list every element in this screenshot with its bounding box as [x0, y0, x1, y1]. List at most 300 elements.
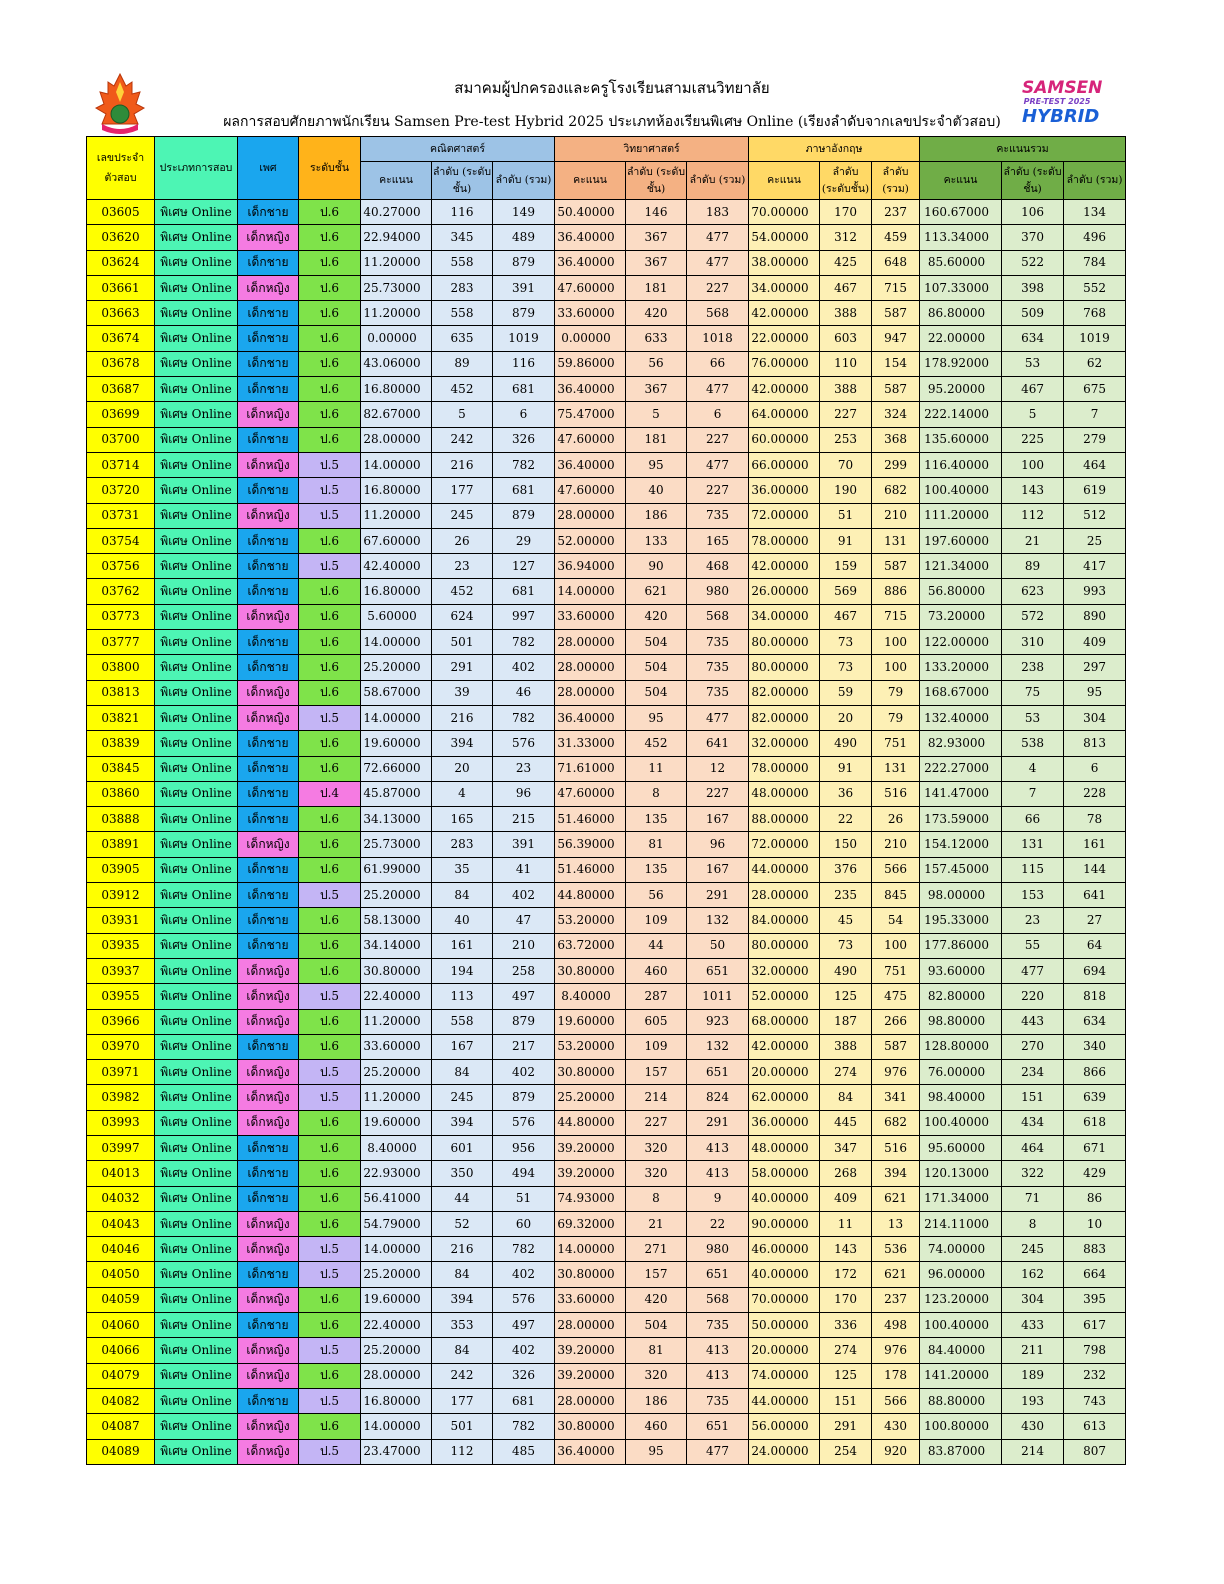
total-score-cell: 98.80000 [920, 1009, 1002, 1034]
eng-rank-all-cell: 131 [872, 756, 920, 781]
math-score-cell: 58.13000 [361, 908, 432, 933]
exam-id-cell: 03700 [87, 427, 155, 452]
table-row [87, 1388, 1126, 1413]
level-cell: ป.6 [299, 326, 361, 351]
results-body [87, 200, 1126, 1465]
sci-score-cell: 33.60000 [555, 301, 626, 326]
eng-rank-all-cell: 947 [872, 326, 920, 351]
exam-type-cell: พิเศษ Online [155, 1009, 238, 1034]
math-rank-level-cell: 177 [432, 478, 493, 503]
total-rank-level-cell: 225 [1002, 427, 1064, 452]
eng-rank-level-cell: 73 [820, 655, 872, 680]
sci-rank-level-cell: 504 [626, 630, 687, 655]
level-cell: ป.5 [299, 705, 361, 730]
math-rank-level-cell: 20 [432, 756, 493, 781]
math-rank-all-cell: 210 [493, 933, 555, 958]
math-rank-level-cell: 291 [432, 655, 493, 680]
eng-rank-all-cell: 976 [872, 1060, 920, 1085]
total-rank-all-cell: 7 [1064, 402, 1126, 427]
math-rank-all-cell: 402 [493, 883, 555, 908]
eng-rank-level-cell: 170 [820, 1287, 872, 1312]
exam-id-cell: 04066 [87, 1338, 155, 1363]
eng-rank-level-cell: 110 [820, 351, 872, 376]
math-rank-all-cell: 494 [493, 1161, 555, 1186]
math-rank-all-cell: 497 [493, 1313, 555, 1338]
math-score-cell: 11.20000 [361, 301, 432, 326]
math-rank-all-cell: 576 [493, 1110, 555, 1135]
subheader-sci-score: คะแนน [555, 162, 626, 200]
sex-cell: เด็กชาย [238, 731, 299, 756]
sex-cell: เด็กชาย [238, 883, 299, 908]
exam-type-cell: พิเศษ Online [155, 1237, 238, 1262]
table-row [87, 1085, 1126, 1110]
exam-id-cell: 03720 [87, 478, 155, 503]
total-rank-level-cell: 238 [1002, 655, 1064, 680]
sci-rank-all-cell: 227 [687, 427, 749, 452]
math-score-cell: 61.99000 [361, 857, 432, 882]
math-rank-all-cell: 879 [493, 1085, 555, 1110]
sex-cell: เด็กหญิง [238, 1363, 299, 1388]
sci-rank-all-cell: 735 [687, 655, 749, 680]
exam-type-cell: พิเศษ Online [155, 301, 238, 326]
sex-cell: เด็กชาย [238, 1262, 299, 1287]
header-sex: เพศ [238, 137, 299, 200]
level-cell: ป.6 [299, 958, 361, 983]
eng-rank-all-cell: 587 [872, 554, 920, 579]
sci-score-cell: 28.00000 [555, 630, 626, 655]
sex-cell: เด็กหญิง [238, 604, 299, 629]
math-score-cell: 42.40000 [361, 554, 432, 579]
eng-rank-all-cell: 498 [872, 1313, 920, 1338]
sci-rank-level-cell: 227 [626, 1110, 687, 1135]
eng-rank-level-cell: 73 [820, 933, 872, 958]
total-rank-all-cell: 664 [1064, 1262, 1126, 1287]
exam-id-cell: 03982 [87, 1085, 155, 1110]
eng-score-cell: 56.00000 [749, 1414, 820, 1439]
sci-score-cell: 47.60000 [555, 275, 626, 300]
math-score-cell: 11.20000 [361, 503, 432, 528]
eng-rank-level-cell: 91 [820, 756, 872, 781]
math-score-cell: 14.00000 [361, 705, 432, 730]
sci-rank-level-cell: 621 [626, 579, 687, 604]
table-row [87, 1313, 1126, 1338]
total-rank-level-cell: 55 [1002, 933, 1064, 958]
exam-type-cell: พิเศษ Online [155, 680, 238, 705]
math-rank-level-cell: 394 [432, 1110, 493, 1135]
sci-score-cell: 52.00000 [555, 528, 626, 553]
sci-score-cell: 14.00000 [555, 1237, 626, 1262]
table-row [87, 832, 1126, 857]
total-rank-all-cell: 496 [1064, 225, 1126, 250]
total-rank-level-cell: 71 [1002, 1186, 1064, 1211]
math-score-cell: 22.40000 [361, 984, 432, 1009]
exam-type-cell: พิเศษ Online [155, 1110, 238, 1135]
eng-rank-all-cell: 536 [872, 1237, 920, 1262]
total-rank-all-cell: 340 [1064, 1034, 1126, 1059]
total-rank-level-cell: 8 [1002, 1211, 1064, 1236]
math-rank-level-cell: 452 [432, 579, 493, 604]
eng-rank-level-cell: 569 [820, 579, 872, 604]
eng-rank-all-cell: 237 [872, 1287, 920, 1312]
exam-id-cell: 03935 [87, 933, 155, 958]
sci-rank-all-cell: 568 [687, 301, 749, 326]
sci-rank-level-cell: 504 [626, 655, 687, 680]
sci-score-cell: 36.94000 [555, 554, 626, 579]
sci-rank-all-cell: 651 [687, 958, 749, 983]
level-cell: ป.5 [299, 554, 361, 579]
total-score-cell: 222.14000 [920, 402, 1002, 427]
sex-cell: เด็กหญิง [238, 984, 299, 1009]
total-score-cell: 195.33000 [920, 908, 1002, 933]
math-rank-all-cell: 402 [493, 1060, 555, 1085]
level-cell: ป.6 [299, 1135, 361, 1160]
math-rank-all-cell: 782 [493, 630, 555, 655]
table-row [87, 326, 1126, 351]
math-rank-all-cell: 879 [493, 1009, 555, 1034]
total-score-cell: 177.86000 [920, 933, 1002, 958]
sex-cell: เด็กชาย [238, 1161, 299, 1186]
sci-rank-level-cell: 420 [626, 301, 687, 326]
table-row [87, 1110, 1126, 1135]
level-cell: ป.6 [299, 655, 361, 680]
eng-rank-all-cell: 178 [872, 1363, 920, 1388]
eng-rank-all-cell: 341 [872, 1085, 920, 1110]
total-rank-all-cell: 297 [1064, 655, 1126, 680]
math-rank-all-cell: 127 [493, 554, 555, 579]
sci-rank-level-cell: 320 [626, 1135, 687, 1160]
math-score-cell: 25.73000 [361, 275, 432, 300]
total-rank-all-cell: 671 [1064, 1135, 1126, 1160]
total-score-cell: 160.67000 [920, 200, 1002, 225]
exam-type-cell: พิเศษ Online [155, 200, 238, 225]
eng-rank-all-cell: 516 [872, 781, 920, 806]
sci-score-cell: 36.40000 [555, 452, 626, 477]
sci-rank-all-cell: 413 [687, 1161, 749, 1186]
total-rank-level-cell: 66 [1002, 807, 1064, 832]
exam-id-cell: 03714 [87, 452, 155, 477]
eng-score-cell: 36.00000 [749, 478, 820, 503]
math-score-cell: 14.00000 [361, 630, 432, 655]
math-rank-all-cell: 46 [493, 680, 555, 705]
level-cell: ป.6 [299, 528, 361, 553]
table-row [87, 984, 1126, 1009]
subheader-sci-rank-level: ลำดับ (ระดับชั้น) [626, 162, 687, 200]
sci-rank-all-cell: 477 [687, 225, 749, 250]
eng-score-cell: 82.00000 [749, 705, 820, 730]
sex-cell: เด็กชาย [238, 756, 299, 781]
table-row [87, 427, 1126, 452]
exam-id-cell: 03674 [87, 326, 155, 351]
subheader-total-rank-all: ลำดับ (รวม) [1064, 162, 1126, 200]
sex-cell: เด็กชาย [238, 1313, 299, 1338]
total-rank-all-cell: 512 [1064, 503, 1126, 528]
sex-cell: เด็กหญิง [238, 832, 299, 857]
sci-score-cell: 51.46000 [555, 857, 626, 882]
exam-type-cell: พิเศษ Online [155, 1060, 238, 1085]
eng-score-cell: 78.00000 [749, 528, 820, 553]
sci-rank-level-cell: 90 [626, 554, 687, 579]
total-score-cell: 128.80000 [920, 1034, 1002, 1059]
math-rank-level-cell: 394 [432, 1287, 493, 1312]
eng-rank-level-cell: 172 [820, 1262, 872, 1287]
exam-id-cell: 04079 [87, 1363, 155, 1388]
total-score-cell: 98.00000 [920, 883, 1002, 908]
sex-cell: เด็กหญิง [238, 1287, 299, 1312]
math-score-cell: 67.60000 [361, 528, 432, 553]
sex-cell: เด็กชาย [238, 351, 299, 376]
subheader-total-rank-level: ลำดับ (ระดับชั้น) [1002, 162, 1064, 200]
eng-score-cell: 64.00000 [749, 402, 820, 427]
sex-cell: เด็กชาย [238, 655, 299, 680]
total-rank-level-cell: 220 [1002, 984, 1064, 1009]
exam-id-cell: 04043 [87, 1211, 155, 1236]
eng-score-cell: 76.00000 [749, 351, 820, 376]
math-rank-all-cell: 681 [493, 579, 555, 604]
math-rank-level-cell: 116 [432, 200, 493, 225]
eng-rank-all-cell: 566 [872, 1388, 920, 1413]
eng-rank-all-cell: 751 [872, 731, 920, 756]
math-rank-level-cell: 452 [432, 377, 493, 402]
eng-rank-level-cell: 150 [820, 832, 872, 857]
exam-id-cell: 03891 [87, 832, 155, 857]
sex-cell: เด็กชาย [238, 528, 299, 553]
exam-id-cell: 03912 [87, 883, 155, 908]
level-cell: ป.5 [299, 1262, 361, 1287]
sci-rank-level-cell: 367 [626, 377, 687, 402]
sci-rank-level-cell: 81 [626, 1338, 687, 1363]
sci-score-cell: 39.20000 [555, 1363, 626, 1388]
table-row [87, 680, 1126, 705]
math-score-cell: 23.47000 [361, 1439, 432, 1464]
math-rank-level-cell: 5 [432, 402, 493, 427]
total-score-cell: 56.80000 [920, 579, 1002, 604]
exam-type-cell: พิเศษ Online [155, 1287, 238, 1312]
table-row [87, 1161, 1126, 1186]
sci-rank-all-cell: 50 [687, 933, 749, 958]
eng-rank-level-cell: 11 [820, 1211, 872, 1236]
total-rank-level-cell: 304 [1002, 1287, 1064, 1312]
sci-score-cell: 30.80000 [555, 958, 626, 983]
sex-cell: เด็กหญิง [238, 958, 299, 983]
total-rank-all-cell: 694 [1064, 958, 1126, 983]
total-rank-level-cell: 131 [1002, 832, 1064, 857]
eng-rank-level-cell: 409 [820, 1186, 872, 1211]
eng-rank-level-cell: 388 [820, 377, 872, 402]
table-row [87, 301, 1126, 326]
eng-score-cell: 32.00000 [749, 731, 820, 756]
math-rank-all-cell: 391 [493, 832, 555, 857]
eng-score-cell: 42.00000 [749, 1034, 820, 1059]
level-cell: ป.6 [299, 301, 361, 326]
exam-type-cell: พิเศษ Online [155, 579, 238, 604]
sci-score-cell: 39.20000 [555, 1338, 626, 1363]
total-score-cell: 83.87000 [920, 1439, 1002, 1464]
sci-rank-level-cell: 214 [626, 1085, 687, 1110]
sci-rank-all-cell: 651 [687, 1414, 749, 1439]
exam-id-cell: 03971 [87, 1060, 155, 1085]
eng-rank-all-cell: 587 [872, 1034, 920, 1059]
eng-score-cell: 48.00000 [749, 781, 820, 806]
level-cell: ป.6 [299, 1161, 361, 1186]
eng-rank-all-cell: 920 [872, 1439, 920, 1464]
exam-id-cell: 04050 [87, 1262, 155, 1287]
sci-score-cell: 33.60000 [555, 1287, 626, 1312]
level-cell: ป.6 [299, 680, 361, 705]
total-score-cell: 93.60000 [920, 958, 1002, 983]
sex-cell: เด็กหญิง [238, 1439, 299, 1464]
sex-cell: เด็กชาย [238, 1388, 299, 1413]
eng-rank-level-cell: 36 [820, 781, 872, 806]
exam-type-cell: พิเศษ Online [155, 1414, 238, 1439]
sci-score-cell: 28.00000 [555, 655, 626, 680]
math-rank-level-cell: 283 [432, 832, 493, 857]
exam-id-cell: 03756 [87, 554, 155, 579]
exam-id-cell: 04046 [87, 1237, 155, 1262]
eng-rank-level-cell: 388 [820, 301, 872, 326]
total-rank-all-cell: 64 [1064, 933, 1126, 958]
sci-rank-all-cell: 132 [687, 908, 749, 933]
exam-type-cell: พิเศษ Online [155, 1211, 238, 1236]
math-rank-level-cell: 84 [432, 1262, 493, 1287]
total-rank-all-cell: 10 [1064, 1211, 1126, 1236]
eng-rank-level-cell: 187 [820, 1009, 872, 1034]
total-rank-level-cell: 477 [1002, 958, 1064, 983]
total-score-cell: 96.00000 [920, 1262, 1002, 1287]
sci-score-cell: 71.61000 [555, 756, 626, 781]
total-rank-all-cell: 228 [1064, 781, 1126, 806]
total-score-cell: 111.20000 [920, 503, 1002, 528]
eng-rank-all-cell: 324 [872, 402, 920, 427]
math-rank-all-cell: 41 [493, 857, 555, 882]
math-score-cell: 28.00000 [361, 1363, 432, 1388]
math-rank-level-cell: 242 [432, 1363, 493, 1388]
eng-rank-level-cell: 467 [820, 275, 872, 300]
sci-rank-all-cell: 1018 [687, 326, 749, 351]
sci-rank-all-cell: 165 [687, 528, 749, 553]
sex-cell: เด็กชาย [238, 326, 299, 351]
eng-rank-level-cell: 490 [820, 731, 872, 756]
sci-rank-level-cell: 135 [626, 857, 687, 882]
total-rank-level-cell: 193 [1002, 1388, 1064, 1413]
math-rank-all-cell: 258 [493, 958, 555, 983]
eng-score-cell: 78.00000 [749, 756, 820, 781]
total-rank-all-cell: 890 [1064, 604, 1126, 629]
total-rank-level-cell: 443 [1002, 1009, 1064, 1034]
level-cell: ป.6 [299, 1211, 361, 1236]
eng-rank-all-cell: 648 [872, 250, 920, 275]
exam-id-cell: 03905 [87, 857, 155, 882]
math-rank-level-cell: 216 [432, 705, 493, 730]
total-rank-level-cell: 89 [1002, 554, 1064, 579]
level-cell: ป.5 [299, 503, 361, 528]
sex-cell: เด็กชาย [238, 781, 299, 806]
exam-id-cell: 03777 [87, 630, 155, 655]
sci-rank-all-cell: 291 [687, 1110, 749, 1135]
sci-rank-all-cell: 66 [687, 351, 749, 376]
eng-score-cell: 32.00000 [749, 958, 820, 983]
math-score-cell: 25.20000 [361, 1060, 432, 1085]
sci-rank-all-cell: 12 [687, 756, 749, 781]
math-rank-all-cell: 576 [493, 731, 555, 756]
eng-score-cell: 54.00000 [749, 225, 820, 250]
math-rank-level-cell: 601 [432, 1135, 493, 1160]
sci-score-cell: 30.80000 [555, 1060, 626, 1085]
total-score-cell: 84.40000 [920, 1338, 1002, 1363]
total-rank-all-cell: 27 [1064, 908, 1126, 933]
exam-id-cell: 03821 [87, 705, 155, 730]
math-rank-level-cell: 52 [432, 1211, 493, 1236]
total-rank-level-cell: 151 [1002, 1085, 1064, 1110]
level-cell: ป.5 [299, 452, 361, 477]
eng-score-cell: 42.00000 [749, 301, 820, 326]
total-score-cell: 168.67000 [920, 680, 1002, 705]
sci-rank-all-cell: 568 [687, 1287, 749, 1312]
exam-type-cell: พิเศษ Online [155, 427, 238, 452]
exam-type-cell: พิเศษ Online [155, 503, 238, 528]
table-row [87, 1262, 1126, 1287]
sci-rank-level-cell: 95 [626, 452, 687, 477]
sex-cell: เด็กชาย [238, 377, 299, 402]
total-rank-all-cell: 25 [1064, 528, 1126, 553]
total-rank-all-cell: 62 [1064, 351, 1126, 376]
sci-score-cell: 25.20000 [555, 1085, 626, 1110]
total-rank-level-cell: 189 [1002, 1363, 1064, 1388]
level-cell: ป.6 [299, 402, 361, 427]
total-rank-all-cell: 634 [1064, 1009, 1126, 1034]
sci-score-cell: 28.00000 [555, 680, 626, 705]
exam-type-cell: พิเศษ Online [155, 1439, 238, 1464]
sci-rank-level-cell: 271 [626, 1237, 687, 1262]
eng-rank-level-cell: 603 [820, 326, 872, 351]
sci-rank-all-cell: 477 [687, 250, 749, 275]
exam-type-cell: พิเศษ Online [155, 604, 238, 629]
exam-type-cell: พิเศษ Online [155, 275, 238, 300]
exam-id-cell: 03931 [87, 908, 155, 933]
sex-cell: เด็กหญิง [238, 1414, 299, 1439]
total-score-cell: 98.40000 [920, 1085, 1002, 1110]
sex-cell: เด็กชาย [238, 1135, 299, 1160]
level-cell: ป.6 [299, 908, 361, 933]
sex-cell: เด็กหญิง [238, 1085, 299, 1110]
math-rank-level-cell: 501 [432, 1414, 493, 1439]
math-score-cell: 28.00000 [361, 427, 432, 452]
total-rank-level-cell: 464 [1002, 1135, 1064, 1160]
exam-id-cell: 04032 [87, 1186, 155, 1211]
level-cell: ป.6 [299, 1110, 361, 1135]
total-score-cell: 120.13000 [920, 1161, 1002, 1186]
eng-rank-all-cell: 751 [872, 958, 920, 983]
sci-rank-level-cell: 420 [626, 1287, 687, 1312]
math-score-cell: 25.73000 [361, 832, 432, 857]
eng-rank-level-cell: 467 [820, 604, 872, 629]
exam-id-cell: 03731 [87, 503, 155, 528]
eng-rank-level-cell: 45 [820, 908, 872, 933]
math-rank-all-cell: 402 [493, 1338, 555, 1363]
math-score-cell: 16.80000 [361, 377, 432, 402]
eng-rank-level-cell: 227 [820, 402, 872, 427]
eng-rank-level-cell: 268 [820, 1161, 872, 1186]
math-rank-level-cell: 84 [432, 1338, 493, 1363]
eng-rank-level-cell: 125 [820, 984, 872, 1009]
eng-score-cell: 74.00000 [749, 1363, 820, 1388]
eng-score-cell: 66.00000 [749, 452, 820, 477]
eng-score-cell: 20.00000 [749, 1338, 820, 1363]
eng-rank-level-cell: 445 [820, 1110, 872, 1135]
total-rank-all-cell: 866 [1064, 1060, 1126, 1085]
eng-score-cell: 46.00000 [749, 1237, 820, 1262]
math-rank-level-cell: 165 [432, 807, 493, 832]
sci-rank-level-cell: 420 [626, 604, 687, 629]
